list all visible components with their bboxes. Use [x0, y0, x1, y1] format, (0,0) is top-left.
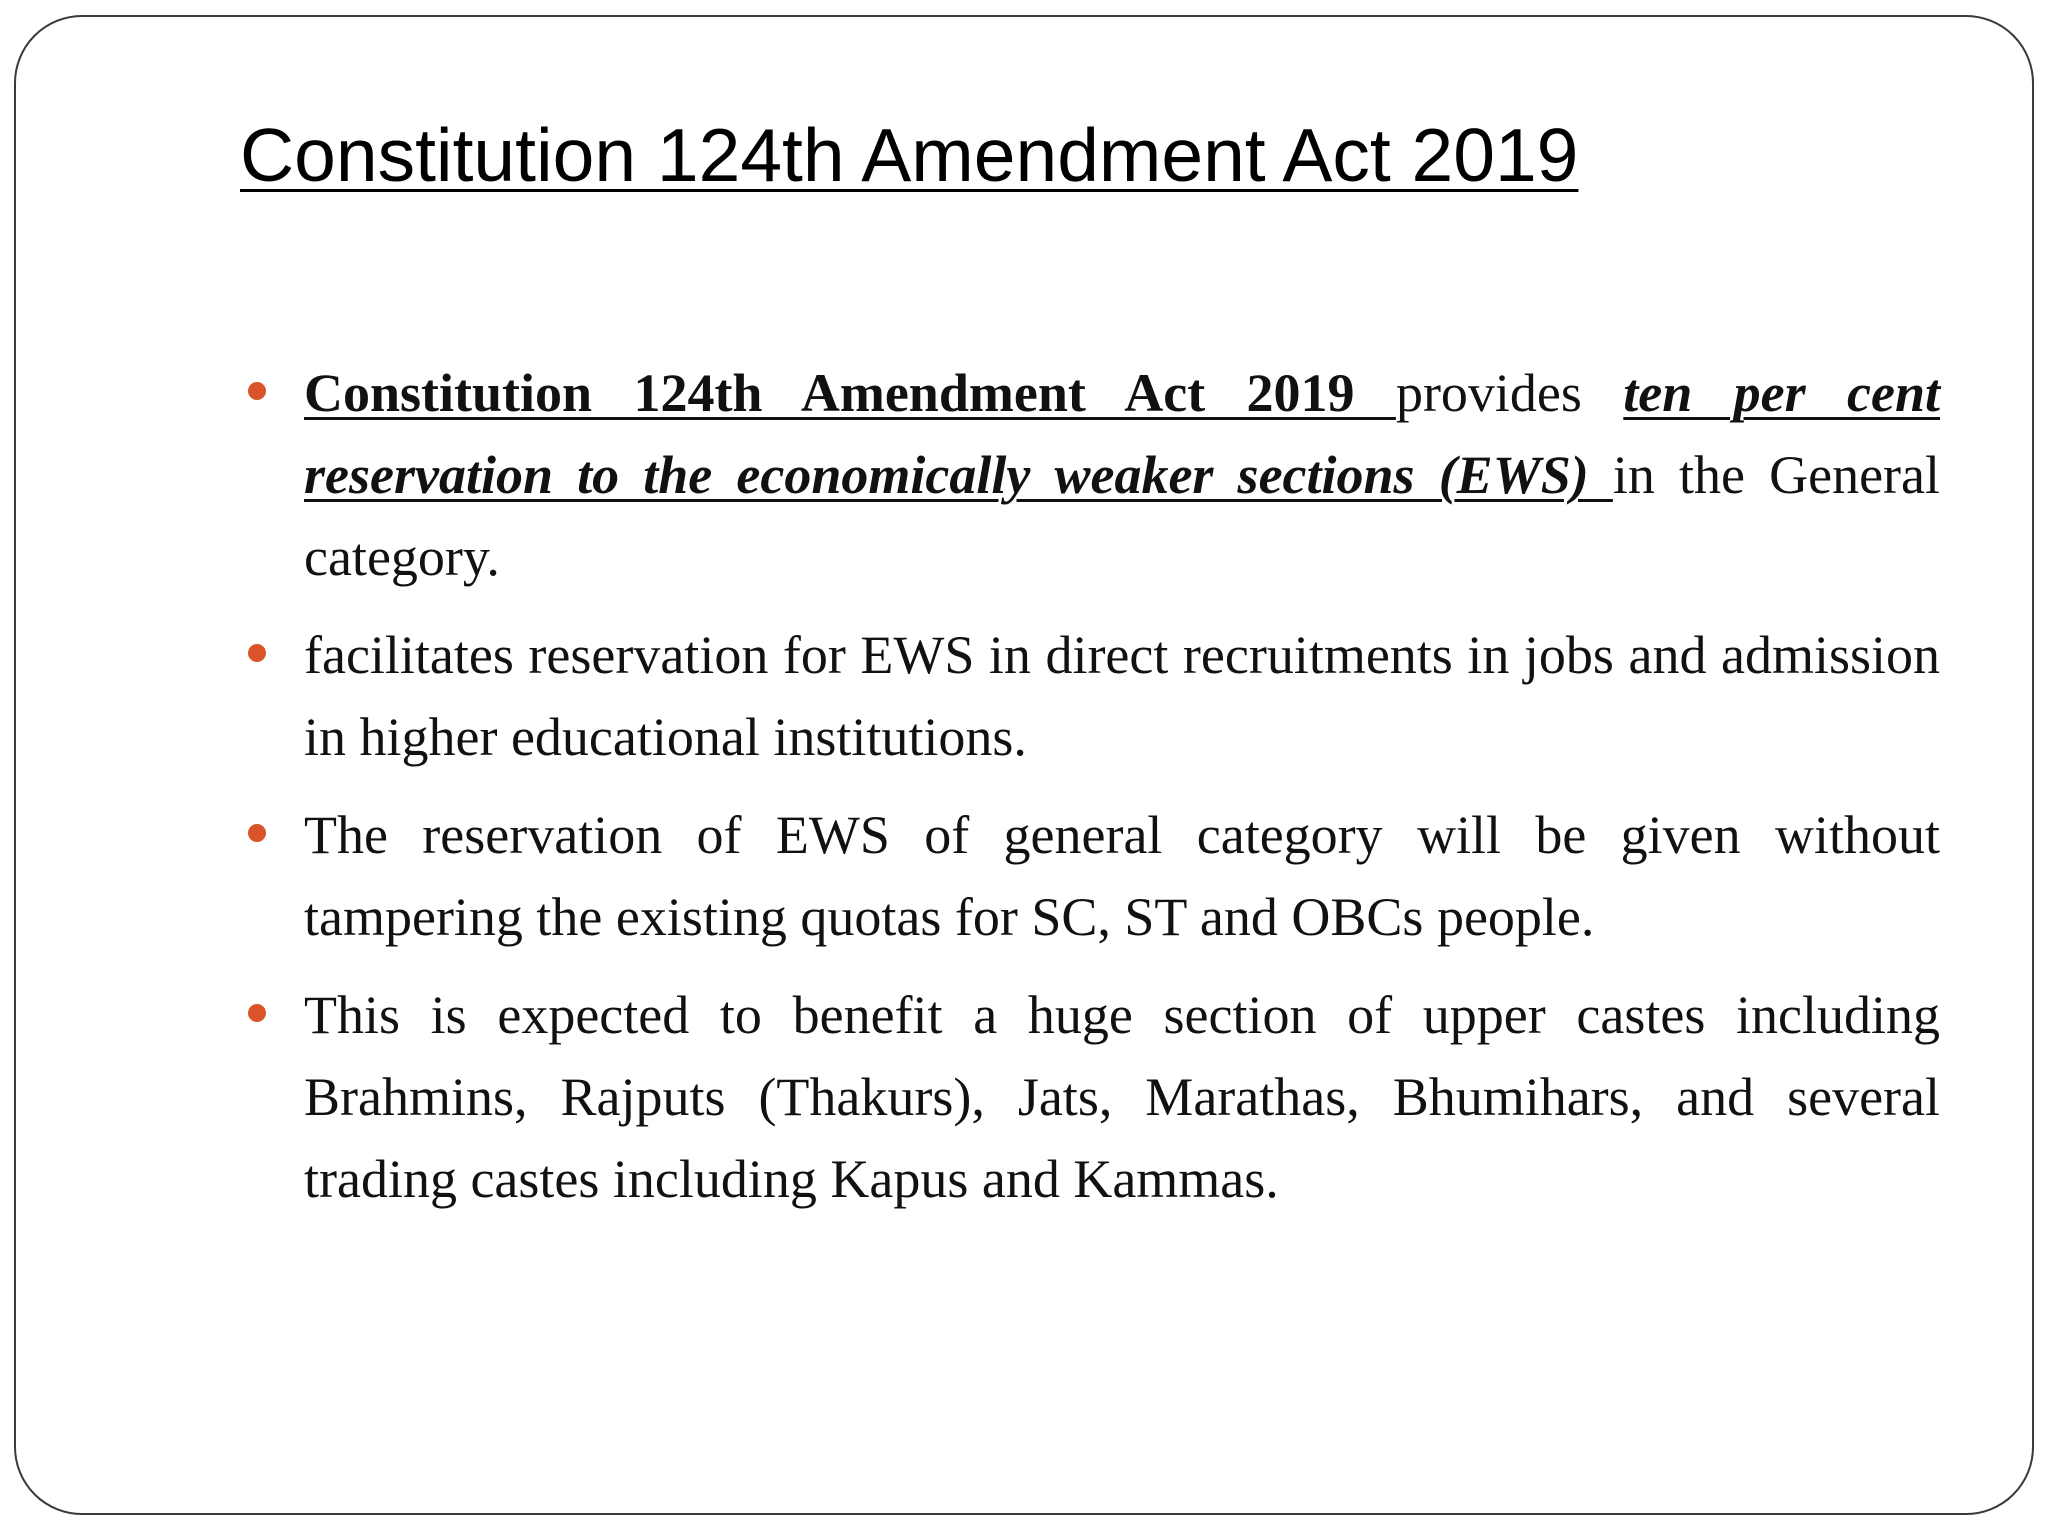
bullet-item-2 — [304, 614, 1940, 778]
bullet-text: This is expected to benefit a huge section of upper castes including Brahmins, Rajputs (Thakurs), Jats, Marathas, Bhumihars, and several trading castes including Kapus and Kammas. — [304, 985, 1940, 1209]
slide-title: Constitution 124th Amendment Act 2019 — [240, 113, 1579, 197]
bullet-text: in the General category. — [304, 445, 1941, 587]
bullet-text: The reservation of EWS of general category will be given without tampering the existing quotas for SC, ST and OBCs people. — [304, 805, 1940, 947]
bullet-list — [304, 352, 1940, 1236]
bullet-item-3 — [304, 794, 1940, 958]
bullet-text: provides — [1395, 363, 1624, 423]
bullet-dot-icon — [248, 824, 266, 842]
bullet-dot-icon — [248, 1004, 266, 1022]
act-name-text: Constitution 124th Amendment Act 2019 — [304, 363, 1396, 423]
bullet-item-1 — [304, 352, 1940, 598]
bullet-dot-icon — [248, 644, 266, 662]
slide-frame — [14, 15, 2034, 1515]
ews-emphasis-text: ten per cent reservation to the economically weaker sections (EWS) — [304, 363, 1941, 505]
bullet-item-4 — [304, 974, 1940, 1220]
bullet-text: facilitates reservation for EWS in direct recruitments in jobs and admission in higher educational institutions. — [304, 625, 1940, 767]
bullet-dot-icon — [248, 382, 266, 400]
